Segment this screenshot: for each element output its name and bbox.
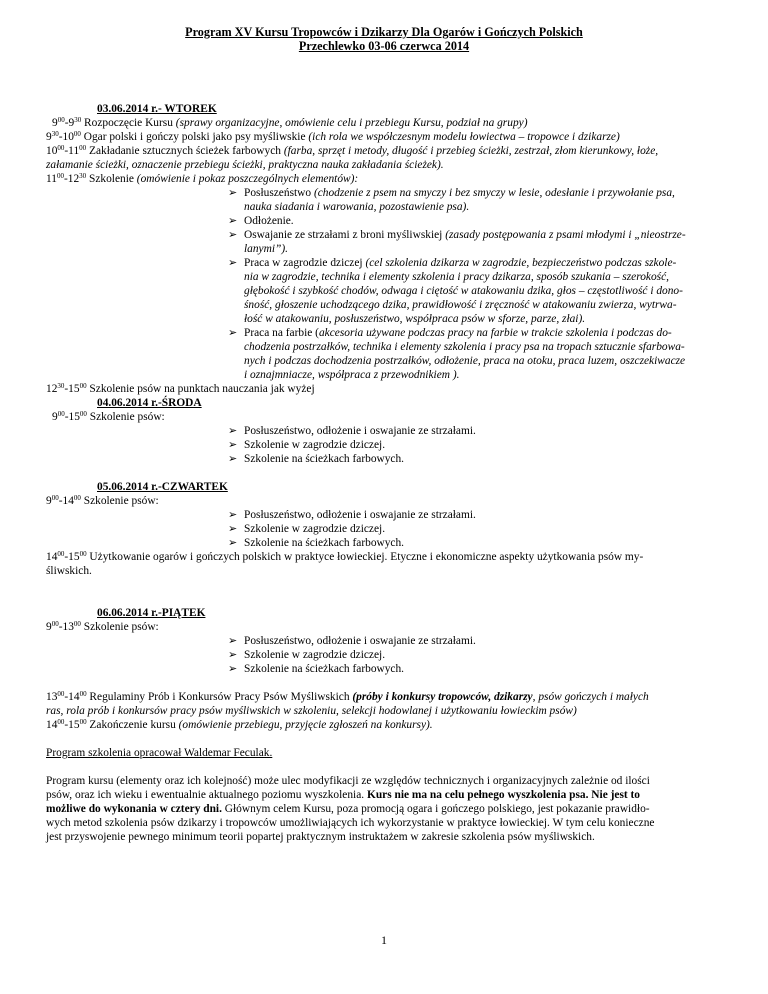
day2-entry: $9^{00}-15^{00}$ Szkolenie psów: — [52, 410, 165, 423]
day1-bullet-4: ➢ Praca w zagrodzie dziczej (cel szkolenia dzikarza w zagrodzie, bezpieczeństwo podczas szkole- — [228, 257, 677, 269]
day2-bullet-3: ➢ Szkolenie na ścieżkach farbowych. — [228, 453, 405, 465]
day1-bullet-5-line4: i oznajmniacze, współpraca z przewodnikiem ). — [244, 369, 460, 381]
day1-bullet-2: ➢ Odłożenie. — [228, 215, 294, 227]
day1-entry-3-cont: załamanie ścieżki, oznaczenie przebiegu ścieżki, praktyczna nauka zakładania ścieżek). — [46, 159, 444, 171]
arrow-bullet-icon: ➢ — [228, 453, 238, 465]
arrow-bullet-icon: ➢ — [228, 509, 238, 521]
day1-bullet-4-line2: nia w zagrodzie, technika i elementy szkolenia i pracy dzikarza, sposób szukania – szerokość, — [244, 271, 669, 283]
day3-bullet-2: ➢ Szkolenie w zagrodzie dziczej. — [228, 523, 386, 535]
day3-entry-2: $14^{00}-15^{00}$ Użytkowanie ogarów i gończych polskich w praktyce łowieckiej. Etyczne i ekonomiczne aspekty użytkowania psów my- — [46, 550, 644, 563]
day1-entry-3: $10^{00}-11^{00}$ Zakładanie sztucznych ścieżek farbowych (farba, sprzęt i metody, długość i przebieg ścieżki, zestrzał, złom kierunkowy, łoże, — [46, 144, 659, 157]
day2-bullet-2: ➢ Szkolenie w zagrodzie dziczej. — [228, 439, 386, 451]
day1-bullet-1-cont: nauka siadania i warowania, pozostawienie psa). — [244, 201, 470, 213]
footer-line-5: jest przyswojenie pewnego minimum teorii popartej praktycznym instruktażem w zakresie szkolenia psów myśliwskich. — [46, 831, 595, 843]
arrow-bullet-icon: ➢ — [228, 229, 238, 241]
document-title: Program XV Kursu Tropowców i Dzikarzy Dla Ogarów i Gończych Polskich — [185, 25, 583, 39]
day1-entry-5: $12^{30}-15^{00}$ Szkolenie psów na punktach nauczania jak wyżej — [46, 382, 315, 395]
footer-line-3: możliwe do wykonania w cztery dni. Głównym celem Kursu, poza promocją ogara i gończego polskiego, jest pokazanie prawidło- — [46, 803, 650, 815]
day1-heading: 03.06.2014 r.- WTOREK — [97, 103, 217, 115]
arrow-bullet-icon: ➢ — [228, 257, 238, 269]
day3-entry-2-cont: śliwskich. — [46, 565, 92, 577]
day1-entry-4: $11^{00}-12^{30}$ Szkolenie (omówienie i pokaz poszczególnych elementów): — [46, 172, 359, 185]
footer-line-2: psów, oraz ich wieku i ewentualnie aktualnego poziomu wyszkolenia. Kurs nie ma na celu pełnego wyszkolenia psa. Nie jest to — [46, 789, 641, 801]
day2-bullet-1: ➢ Posłuszeństwo, odłożenie i oswajanie ze strzałami. — [228, 425, 476, 437]
day1-bullet-3-cont: lanymi”). — [244, 243, 288, 255]
day1-entry-1: $9^{00}-9^{30}$ Rozpoczęcie Kursu (sprawy organizacyjne, omówienie celu i przebiegu Kursu, podział na grupy) — [52, 116, 528, 129]
day1-bullet-5: ➢ Praca na farbie (akcesoria używane podczas pracy na farbie w trakcie szkolenia i podczas do- — [228, 327, 672, 339]
day4-bullet-1: ➢ Posłuszeństwo, odłożenie i oswajanie ze strzałami. — [228, 635, 476, 647]
arrow-bullet-icon: ➢ — [228, 663, 238, 675]
arrow-bullet-icon: ➢ — [228, 327, 238, 339]
arrow-bullet-icon: ➢ — [228, 649, 238, 661]
arrow-bullet-icon: ➢ — [228, 425, 238, 437]
arrow-bullet-icon: ➢ — [228, 523, 238, 535]
author-note: Program szkolenia opracował Waldemar Feculak. — [46, 747, 273, 759]
footer-line-1: Program kursu (elementy oraz ich kolejność) może ulec modyfikacji ze względów technicznych i organizacyjnych zależnie od ilości — [46, 775, 650, 787]
day4-entry-2: $13^{00}-14^{00}$ Regulaminy Prób i Konkursów Pracy Psów Myśliwskich (próby i konkursy tropowców, dzikarzy, psów gończych i małych — [46, 690, 649, 703]
document-subtitle: Przechlewko 03-06 czerwca 2014 — [298, 39, 470, 53]
day1-entry-2: $9^{30}-10^{00}$ Ogar polski i gończy polski jako psy myśliwskie (ich rola we współczesnym modelu łowiectwa – tropowce i dzikarze) — [46, 130, 620, 143]
arrow-bullet-icon: ➢ — [228, 537, 238, 549]
arrow-bullet-icon: ➢ — [228, 215, 238, 227]
day1-bullet-5-line3: nych i podczas dochodzenia postrzałków, odłożenie, praca na otoku, praca luzem, oszczekiwacze — [244, 355, 686, 367]
day4-entry: $9^{00}-13^{00}$ Szkolenie psów: — [46, 620, 159, 633]
day4-bullet-2: ➢ Szkolenie w zagrodzie dziczej. — [228, 649, 386, 661]
day1-bullet-3: ➢ Oswajanie ze strzałami z broni myśliwskiej (zasady postępowania z psami młodymi i „nieostrze- — [228, 229, 686, 241]
day1-bullet-1: ➢ Posłuszeństwo (chodzenie z psem na smyczy i bez smyczy w lesie, odesłanie i przywołanie psa, — [228, 187, 675, 199]
day1-bullet-4-line3: głębokość i szybkość chodów, odwaga i ciętość w atakowaniu dzika, głos – częstotliwość i dono- — [244, 285, 683, 297]
day4-entry-2-cont: ras, rola prób i konkursów pracy psów myśliwskich w szkoleniu, selekcji hodowlanej i użytkowaniu łowieckim psów) — [46, 705, 577, 717]
day2-heading: 04.06.2014 r.-ŚRODA — [97, 397, 202, 409]
day4-bullet-3: ➢ Szkolenie na ścieżkach farbowych. — [228, 663, 405, 675]
day1-bullet-4-line4: śność, głoszenie uchodzącego dzika, prawidłowość i zręczność w atakowaniu zwierza, wytrwa- — [244, 299, 677, 311]
day1-bullet-4-line5: łość w atakowaniu, posłuszeństwo, współpraca psów w sforze, parze, złai). — [244, 313, 586, 325]
arrow-bullet-icon: ➢ — [228, 635, 238, 647]
day4-entry-3: $14^{00}-15^{00}$ Zakończenie kursu (omówienie przebiegu, przyjęcie zgłoszeń na konkursy). — [46, 718, 433, 731]
day3-heading: 05.06.2014 r.-CZWARTEK — [97, 481, 228, 493]
arrow-bullet-icon: ➢ — [228, 187, 238, 199]
day3-entry: $9^{00}-14^{00}$ Szkolenie psów: — [46, 494, 159, 507]
day4-heading: 06.06.2014 r.-PIĄTEK — [97, 607, 206, 619]
arrow-bullet-icon: ➢ — [228, 439, 238, 451]
day3-bullet-1: ➢ Posłuszeństwo, odłożenie i oswajanie ze strzałami. — [228, 509, 476, 521]
footer-line-4: wych metod szkolenia psów dzikarzy i tropowców umożliwiających ich wykorzystanie w praktyce łowieckiej. W tym celu konieczne — [46, 817, 655, 829]
day1-bullet-5-line2: chodzenia postrzałków, technika i elementy szkolenia i pracy psa na tropach sztucznie sfarbowa- — [244, 341, 685, 353]
day3-bullet-3: ➢ Szkolenie na ścieżkach farbowych. — [228, 537, 405, 549]
page-number: 1 — [381, 933, 387, 947]
